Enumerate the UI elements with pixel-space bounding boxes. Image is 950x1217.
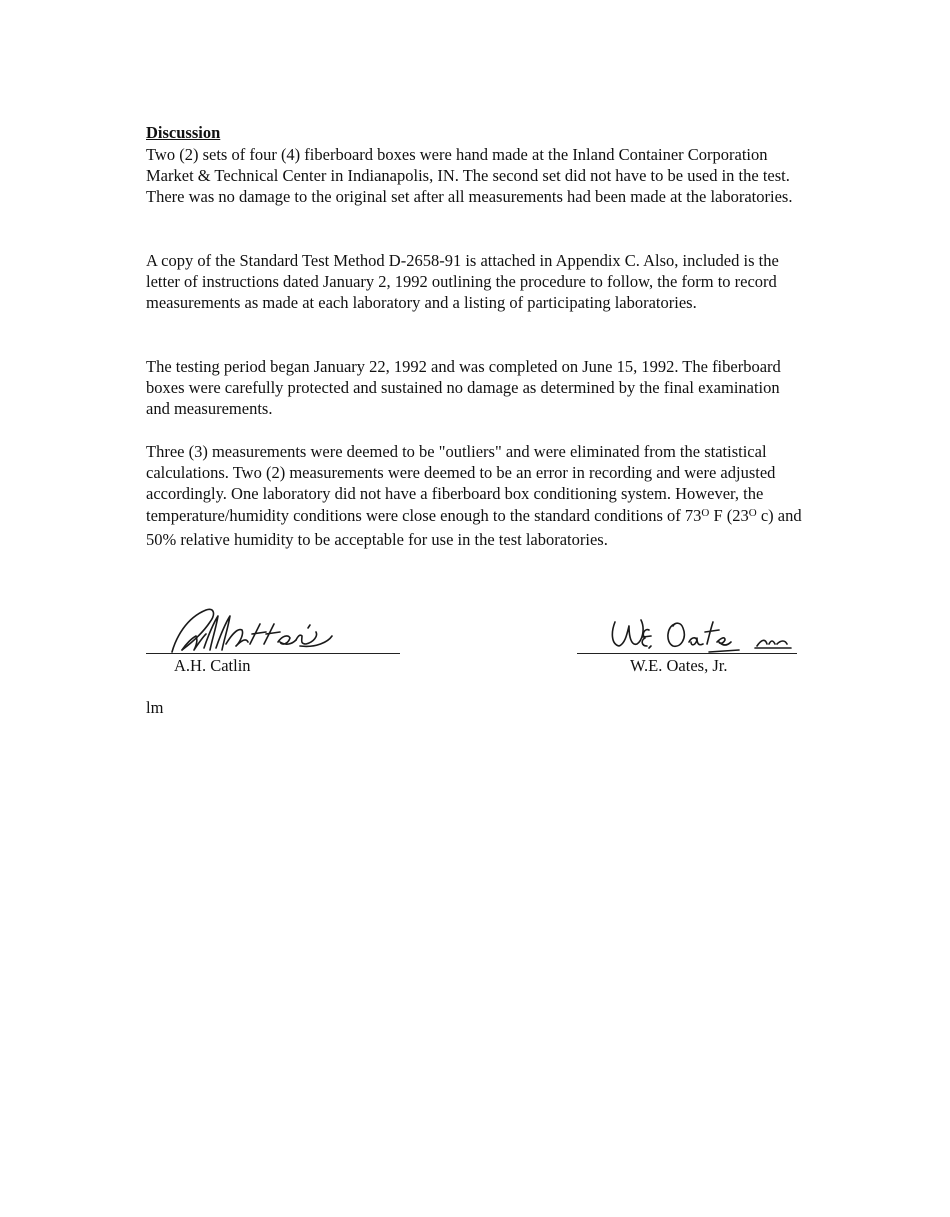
signature-block-catlin xyxy=(146,600,400,680)
degree-symbol: O xyxy=(701,506,710,519)
paragraph-boxes: Two (2) sets of four (4) fiberboard boxes were hand made at the Inland Container Corporation Market & Technical Center in Indianapolis, IN. The second set did not have to be used in the test. There was no damage to the original set after all measurements had been made at the laboratories. xyxy=(146,145,793,207)
paragraph-testing-period: The testing period began January 22, 1992 and was completed on June 15, 1992. The fiberboard boxes were carefully protected and sustained no damage as determined by the final examination and measurements. xyxy=(146,357,781,419)
degree-symbol: O xyxy=(748,506,757,519)
signature-line xyxy=(146,653,400,654)
measurements-text-part-3: c) and 50% relative humidity to be acceptable for use in the test laboratories. xyxy=(146,505,802,549)
paragraph-test-method: A copy of the Standard Test Method D-2658-91 is attached in Appendix C. Also, included is the letter of instructions dated January 2, 1992 outlining the procedure to follow, the form to record measurements as made at each laboratory and a listing of participating laboratories. xyxy=(146,251,779,313)
signer-name-catlin: A.H. Catlin xyxy=(174,656,251,675)
paragraph-measurements xyxy=(146,441,806,550)
measurements-text-part-2: F (23 xyxy=(709,505,749,525)
handwritten-signature-catlin xyxy=(146,600,400,660)
measurements-text-part-1: Three (3) measurements were deemed to be "outliers" and were eliminated from the statistical calculations. Two (2) measurements were deemed to be an error in recording and were adjusted accordingly. One laboratory did not have a fiberboard box conditioning system. However, the temperature/humidity conditions were close enough to the standard conditions of 73 xyxy=(146,442,776,525)
typist-initials: lm xyxy=(146,698,164,717)
section-heading: Discussion xyxy=(146,123,221,142)
signature-line xyxy=(577,653,797,654)
signer-name-oates: W.E. Oates, Jr. xyxy=(630,656,728,675)
signature-block-oates xyxy=(577,600,797,680)
handwritten-signature-oates xyxy=(577,600,797,660)
